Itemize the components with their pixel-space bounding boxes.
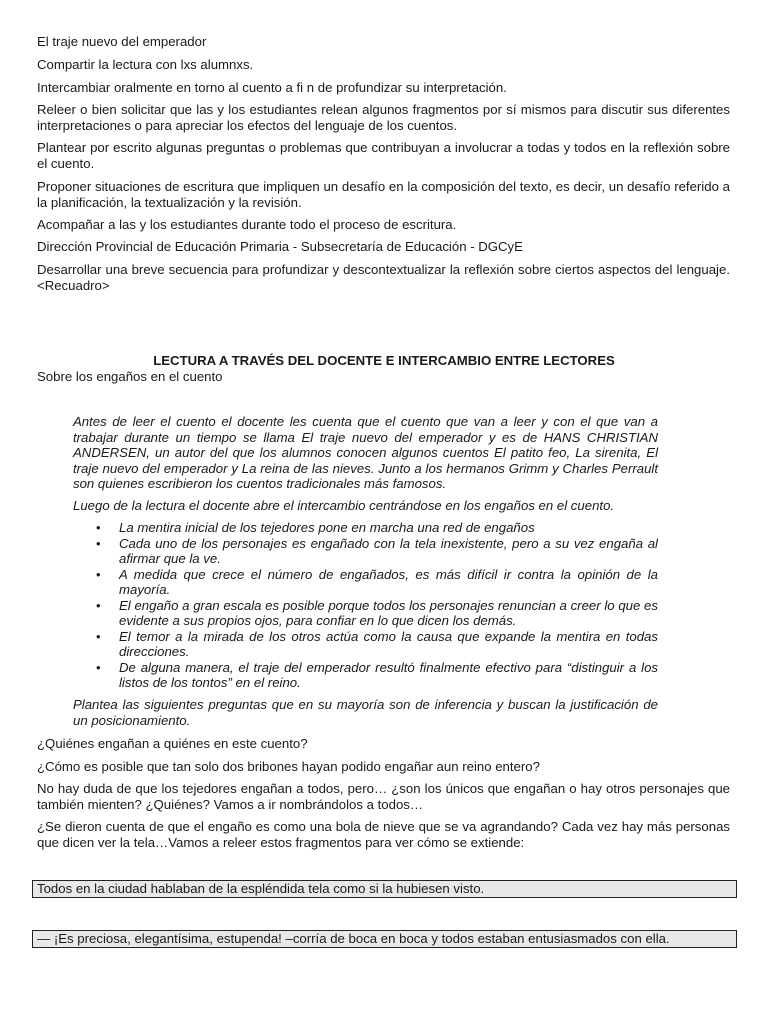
story-title-line: El traje nuevo del emperador xyxy=(37,34,207,49)
list-item: • A medida que crece el número de engañados, es más difícil ir contra la opinión de la mayoría. xyxy=(96,566,658,597)
section-subtitle: Sobre los engaños en el cuento xyxy=(37,369,223,384)
question-who-deceives: ¿Quiénes engañan a quiénes en este cuento? xyxy=(37,736,308,751)
section-title: LECTURA A TRAVÉS DEL DOCENTE E INTERCAMBIO ENTRE LECTORES xyxy=(153,353,615,368)
objective-accompany: Acompañar a las y los estudiantes durante todo el proceso de escritura. xyxy=(37,217,457,232)
bullet-icon: • xyxy=(96,659,101,675)
quote-box-city: Todos en la ciudad hablaban de la espléndida tela como si la hubiesen visto. xyxy=(32,880,737,898)
objective-reread: Releer o bien solicitar que las y los estudiantes relean algunos fragmentos por sí mismos para discutir sus diferentes interpretaciones o para apreciar los efectos del lenguaje de los cuentos. xyxy=(37,102,730,133)
objective-oral-exchange: Intercambiar oralmente en torno al cuento a fi n de profundizar su interpretación. xyxy=(37,80,507,95)
bullet-icon: • xyxy=(96,628,101,644)
objective-sequence: Desarrollar una breve secuencia para profundizar y descontextualizar la reflexión sobre ciertos aspectos del lenguaje. <Recuadro> xyxy=(37,262,730,293)
bullet-icon: • xyxy=(96,535,101,551)
objective-written-questions: Plantear por escrito algunas preguntas o problemas que contribuyan a involucrar a todas y todos en la reflexión sobre el cuento. xyxy=(37,140,730,171)
bullet-icon: • xyxy=(96,520,101,535)
list-item: • Cada uno de los personajes es engañado con la tela inexistente, pero a su vez engaña al afirmar que la ve. xyxy=(96,535,658,566)
list-item: • De alguna manera, el traje del emperador resultó finalmente efectivo para “distinguir a los listos de los tontos” en el reino. xyxy=(96,659,658,690)
question-other-liars: No hay duda de que los tejedores engañan a todos, pero… ¿son los únicos que engañan o hay otros personajes que también mienten? ¿Quiénes? Vamos a ir nombrándolos a todos… xyxy=(37,781,730,812)
objective-share-reading: Compartir la lectura con lxs alumnxs. xyxy=(37,57,254,72)
bullet-icon: • xyxy=(96,566,101,582)
list-item: • La mentira inicial de los tejedores pone en marcha una red de engaños xyxy=(96,520,535,535)
closing-italic-paragraph: Plantea las siguientes preguntas que en su mayoría son de inferencia y buscan la justificación de un posicionamiento. xyxy=(73,697,658,728)
deception-bullet-list xyxy=(73,520,658,691)
question-how-possible: ¿Cómo es posible que tan solo dos bribones hayan podido engañar aun reino entero? xyxy=(37,759,540,774)
list-item: • El engaño a gran escala es posible porque todos los personajes renuncian a creer lo que es evidente a sus propios ojos, para confiar en lo que dicen los demás. xyxy=(96,597,658,628)
objective-writing-situations: Proponer situaciones de escritura que impliquen un desafío en la composición del texto, es decir, un desafío referido a la planificación, la textualización y la revisión. xyxy=(37,179,730,210)
question-snowball: ¿Se dieron cuenta de que el engaño es como una bola de nieve que se va agrandando? Cada vez hay más personas que dicen ver la tela…Vamos a releer estos fragmentos para ver cómo se extiende: xyxy=(37,819,730,850)
intro-italic-paragraph: Antes de leer el cuento el docente les cuenta que el cuento que van a leer y con el que van a trabajar durante un tiempo se llama El traje nuevo del emperador y es de HANS CHRISTIAN ANDERSEN, un autor del que los alumnos conocen algunos cuentos El patito feo, La sirenita, El traje nuevo del emperador y La reina de las nieves. Junto a los hermanos Grimm y Charles Perrault son quienes escribieron los cuentos tradicionales más famosos. xyxy=(73,414,658,491)
exchange-italic-paragraph: Luego de la lectura el docente abre el intercambio centrándose en los engaños en el cuento. xyxy=(73,498,615,513)
quote-box-precious: — ¡Es preciosa, elegantísima, estupenda! –corría de boca en boca y todos estaban entusiasmados con ella. xyxy=(32,930,737,948)
institution-line: Dirección Provincial de Educación Primaria - Subsecretaría de Educación - DGCyE xyxy=(37,239,523,254)
list-item: • El temor a la mirada de los otros actúa como la causa que expande la mentira en todas direcciones. xyxy=(96,628,658,659)
bullet-icon: • xyxy=(96,597,101,613)
